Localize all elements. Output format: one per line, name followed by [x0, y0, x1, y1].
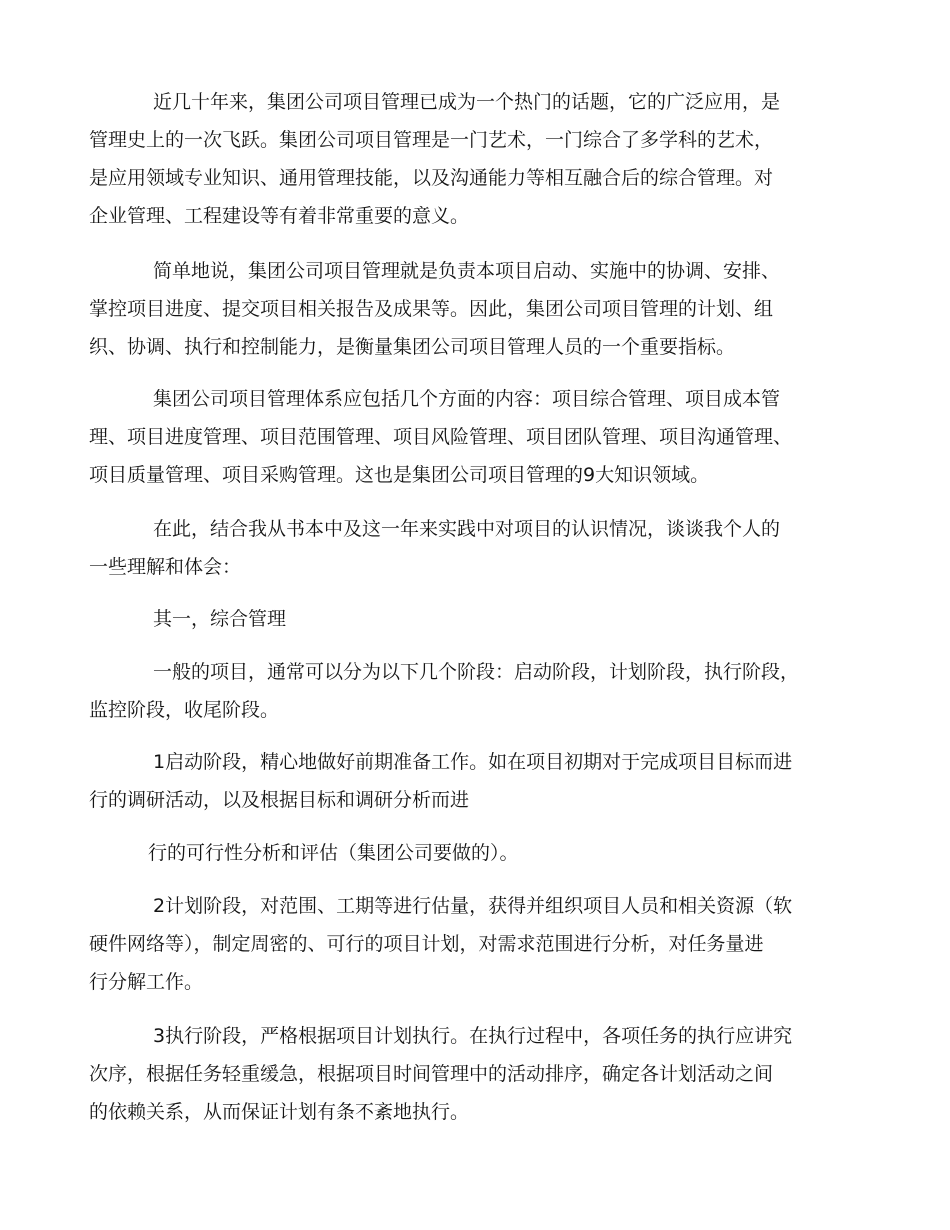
paragraph-line: 在此，结合我从书本中及这一年来实践中对项目的认识情况，谈谈我个人的 — [153, 518, 781, 540]
paragraph-line: 项目质量管理、项目采购管理。这也是集团公司项目管理的9大知识领域。 — [89, 464, 710, 486]
paragraph-line: 织、协调、执行和控制能力，是衡量集团公司项目管理人员的一个重要指标。 — [89, 336, 736, 358]
paragraph-line: 集团公司项目管理体系应包括几个方面的内容：项目综合管理、项目成本管 — [153, 388, 781, 410]
paragraph-line: 管理史上的一次飞跃。集团公司项目管理是一门艺术，一门综合了多学科的艺术， — [89, 129, 774, 151]
paragraph-line: 硬件网络等），制定周密的、可行的项目计划，对需求范围进行分析，对任务量进 — [89, 933, 764, 955]
paragraph-line: 一些理解和体会： — [89, 556, 242, 578]
paragraph-line: 其一，综合管理 — [153, 608, 287, 630]
paragraph-line: 行的调研活动，以及根据目标和调研分析而进 — [89, 789, 470, 811]
paragraph-line: 企业管理、工程建设等有着非常重要的意义。 — [89, 205, 470, 227]
paragraph-line: 掌控项目进度、提交项目相关报告及成果等。因此，集团公司项目管理的计划、组 — [89, 298, 774, 320]
paragraph-line: 的依赖关系，从而保证计划有条不紊地执行。 — [89, 1101, 470, 1123]
paragraph-line: 1启动阶段，精心地做好前期准备工作。如在项目初期对于完成项目目标而进 — [153, 751, 793, 773]
paragraph-line: 监控阶段，收尾阶段。 — [89, 699, 280, 721]
paragraph-line: 2计划阶段，对范围、工期等进行估量，获得并组织项目人员和相关资源（软 — [153, 895, 793, 917]
paragraph-line: 3执行阶段，严格根据项目计划执行。在执行过程中，各项任务的执行应讲究 — [153, 1025, 793, 1047]
paragraph-line: 次序，根据任务轻重缓急，根据项目时间管理中的活动排序，确定各计划活动之间 — [89, 1063, 774, 1085]
paragraph-line: 近几十年来，集团公司项目管理已成为一个热门的话题，它的广泛应用，是 — [153, 91, 781, 113]
paragraph-line: 行分解工作。 — [89, 971, 204, 993]
paragraph-line: 一般的项目，通常可以分为以下几个阶段：启动阶段，计划阶段，执行阶段， — [153, 661, 800, 683]
paragraph-line: 是应用领域专业知识、通用管理技能，以及沟通能力等相互融合后的综合管理。对 — [89, 167, 774, 189]
paragraph-line: 简单地说，集团公司项目管理就是负责本项目启动、实施中的协调、安排、 — [153, 260, 781, 282]
paragraph-line: 行的可行性分析和评估（集团公司要做的）。 — [148, 842, 519, 864]
paragraph-line: 理、项目进度管理、项目范围管理、项目风险管理、项目团队管理、项目沟通管理、 — [89, 426, 793, 448]
